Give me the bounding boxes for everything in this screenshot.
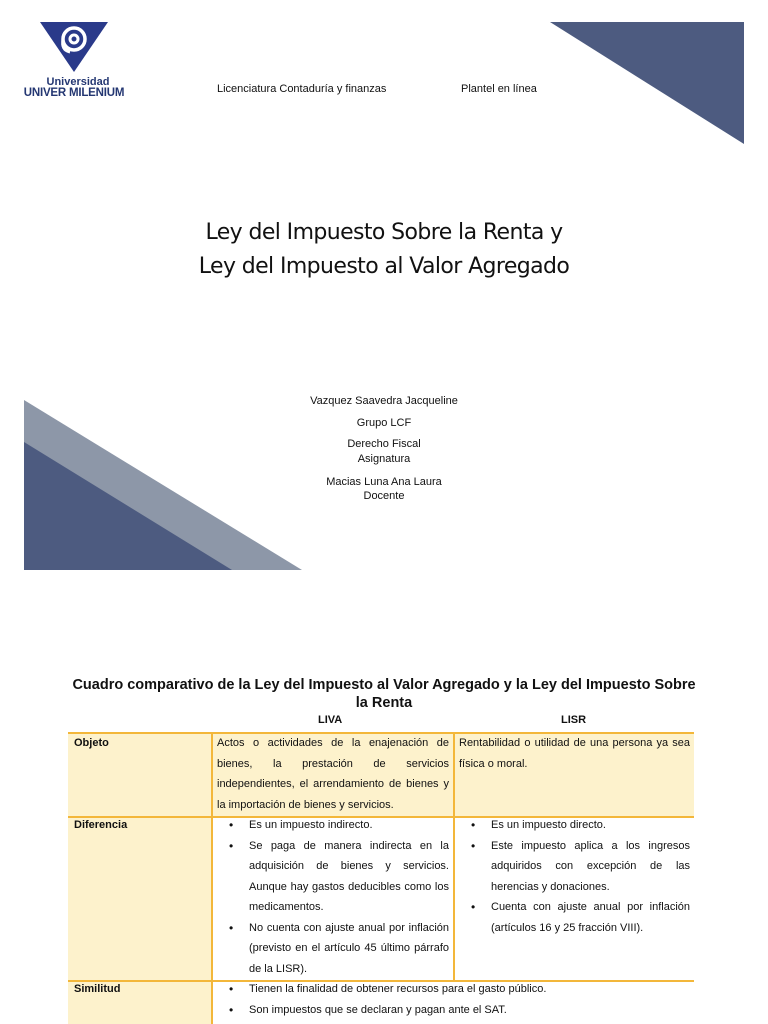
top-right-triangle xyxy=(550,22,744,144)
list-item: • Este impuesto aplica a los ingresos adquiridos con excepción de las herencias y donaciones. xyxy=(455,836,690,898)
list-item: • No cuenta con ajuste anual por inflación (previsto en el artículo 45 último párrafo de la LISR). xyxy=(213,918,449,980)
student-name: Vazquez Saavedra Jacqueline xyxy=(310,395,458,407)
row-label-similitud: Similitud xyxy=(74,983,121,995)
row-label-diferencia: Diferencia xyxy=(74,819,128,831)
logo-emblem-icon xyxy=(40,22,108,76)
group-name: Grupo LCF xyxy=(356,417,412,429)
teacher-label: Docente xyxy=(363,490,405,502)
campus-name: Plantel en línea xyxy=(461,83,537,95)
list-item: • Tienen la finalidad de obtener recursos para el gasto público. xyxy=(213,979,690,1000)
university-logo xyxy=(22,22,126,102)
document-title-line2: Ley del Impuesto al Valor Agregado xyxy=(198,254,570,279)
document-title-line1: Ley del Impuesto Sobre la Renta y xyxy=(205,220,563,245)
list-item: • Es un impuesto directo. xyxy=(455,815,690,836)
cell-objeto-liva: Actos o actividades de la enajenación de bienes, la prestación de servicios independientes, el arrendamiento de bienes y la importación de bienes y servicios. xyxy=(217,737,449,811)
table-title: Cuadro comparativo de la Ley del Impuesto al Valor Agregado y la Ley del Impuesto Sobre la Renta xyxy=(72,677,696,711)
cell-diferencia-lisr xyxy=(455,815,694,938)
cell-similitud-both xyxy=(213,979,694,1020)
logo-text-name: UNIVER MILENIUM xyxy=(23,87,125,99)
subject-label: Asignatura xyxy=(357,453,411,465)
cell-objeto-lisr: Rentabilidad o utilidad de una persona ya sea física o moral. xyxy=(459,737,690,770)
list-item: • Cuenta con ajuste anual por inflación (artículos 16 y 25 fracción VIII). xyxy=(455,897,690,938)
list-item: • Es un impuesto indirecto. xyxy=(213,815,449,836)
row-label-objeto: Objeto xyxy=(74,737,109,749)
column-header-liva: LIVA xyxy=(318,714,343,726)
row-diferencia-label-background xyxy=(68,818,212,980)
subject-name: Derecho Fiscal xyxy=(347,438,421,450)
program-name: Licenciatura Contaduría y finanzas xyxy=(217,83,387,95)
logo-text-universidad: Universidad xyxy=(46,76,110,88)
list-item: • Se paga de manera indirecta en la adquisición de bienes y servicios. Aunque hay gastos deducibles como los medicamentos. xyxy=(213,836,449,918)
teacher-name: Macias Luna Ana Laura xyxy=(326,476,442,488)
cell-diferencia-liva xyxy=(213,815,453,979)
column-header-lisr: LISR xyxy=(561,714,587,726)
list-item: • Son impuestos que se declaran y pagan ante el SAT. xyxy=(213,1000,690,1021)
